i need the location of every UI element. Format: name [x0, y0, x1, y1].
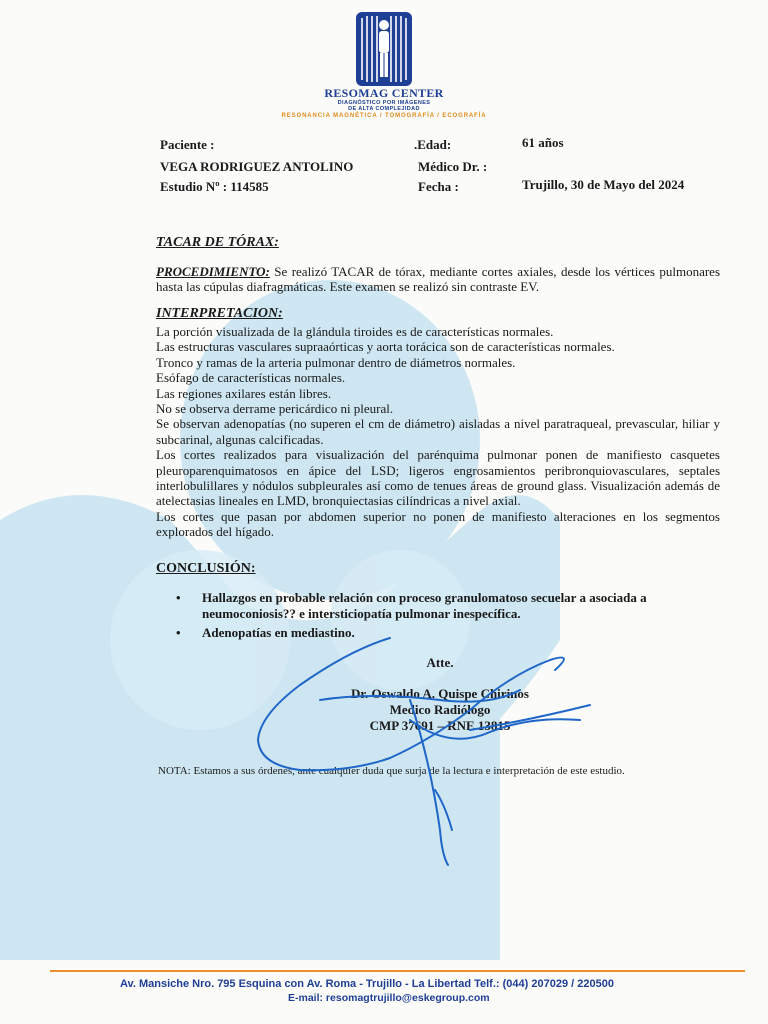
report-title: TACAR DE TÓRAX: [156, 235, 279, 250]
nota-text: NOTA: Estamos a sus órdenes, ante cualquier duda que surja de la lectura e interpretación de este estudio. [158, 765, 625, 777]
conclusion-text: Adenopatías en mediastino. [202, 625, 355, 640]
medico-label: Médico Dr. : [418, 159, 488, 174]
handwritten-signature [230, 630, 610, 870]
procedimiento-paragraph [156, 264, 720, 295]
fecha-value: Trujillo, 30 de Mayo del 2024 [522, 177, 685, 192]
footer-address: Av. Mansiche Nro. 795 Esquina con Av. Roma - Trujillo - La Libertad Telf.: (044) 207029 / 220500 [120, 978, 614, 990]
interp-line-arteria-pulmonar: Tronco y ramas de la arteria pulmonar dentro de diámetros normales. [156, 354, 516, 370]
brand-services: RESONANCIA MAGNÉTICA / TOMOGRAFÍA / ECOGRAFÍA [281, 113, 487, 119]
interp-line-vasculares: Las estructuras vasculares supraaórticas y aorta torácica son de características normales. [156, 339, 615, 355]
conclusion-heading: CONCLUSIÓN: [156, 561, 256, 576]
paciente-label: Paciente : [160, 137, 215, 152]
bullet-icon: • [176, 625, 181, 640]
doctor-role: Medico Radiólogo [389, 702, 491, 717]
interp-line-abdomen: Los cortes que pasan por abdomen superior no ponen de manifiesto alteraciones en los segmentos explorados del hígado. [156, 508, 720, 540]
conclusion-item [176, 590, 706, 622]
interp-line-axilares: Las regiones axilares están libres. [156, 385, 332, 401]
edad-label: .Edad: [414, 137, 452, 152]
estudio-label: Estudio Nº : [160, 179, 228, 194]
interp-line-parenquima: Los cortes realizados para visualización del parénquima pulmonar ponen de manifiesto casquetes pleuroparenquimatosos en ápice del LSD; ligeros engrosamientos peribronquiovasculares, septales interlobulillares y nódulos subpleurales así como de tenues áreas de ground glass. Visualización además de atelectasias lineales en LMD, bronquiectasias cilíndricas a nivel axial. [156, 447, 720, 509]
conclusion-text: Hallazgos en probable relación con proceso granulomatoso secuelar a asociada a neumoconiosis?? e intersticiopatía pulmonar inespecífica. [202, 590, 647, 621]
resomag-logo-icon [356, 12, 412, 86]
doctor-registration: CMP 37691 – RNE 13815 [369, 718, 511, 733]
interp-line-derrame: No se observa derrame pericárdico ni pleural. [156, 401, 394, 417]
edad-value: 61 años [522, 135, 564, 150]
procedimiento-label: PROCEDIMIENTO: [156, 264, 270, 279]
patient-name: VEGA RODRIGUEZ ANTOLINO [160, 159, 354, 174]
bullet-icon: • [176, 590, 181, 605]
atte-label: Atte. [426, 655, 454, 670]
interp-line-esofago: Esófago de características normales. [156, 370, 346, 386]
interp-line-tiroides: La porción visualizada de la glándula tiroides es de características normales. [156, 324, 554, 339]
footer-divider [50, 970, 745, 972]
interp-line-adenopatias: Se observan adenopatías (no superen el cm de diámetro) aisladas a nivel paratraqueal, prevascular, hiliar y subcarinal, algunas calcificadas. [156, 416, 720, 447]
interpretacion-heading: INTERPRETACION: [156, 306, 283, 321]
footer-email: E-mail: resomagtrujillo@eskegroup.com [288, 992, 490, 1004]
interpretacion-body [156, 324, 720, 540]
estudio-value: 114585 [230, 179, 269, 194]
estudio-row [160, 179, 269, 195]
brand-name: RESOMAG CENTER [324, 86, 444, 100]
brand-tagline-1: DIAGNÓSTICO POR IMÁGENES [337, 100, 431, 106]
brand-tagline-2: DE ALTA COMPLEJIDAD [348, 106, 420, 112]
procedimiento-text: Se realizó TACAR de tórax, mediante cortes axiales, desde los vértices pulmonares hasta las cúpulas diafragmáticas. Este examen se realizó sin contraste EV. [156, 264, 720, 295]
doctor-name: Dr. Oswaldo A. Quispe Chirinos [351, 686, 529, 701]
fecha-label: Fecha : [418, 179, 459, 194]
